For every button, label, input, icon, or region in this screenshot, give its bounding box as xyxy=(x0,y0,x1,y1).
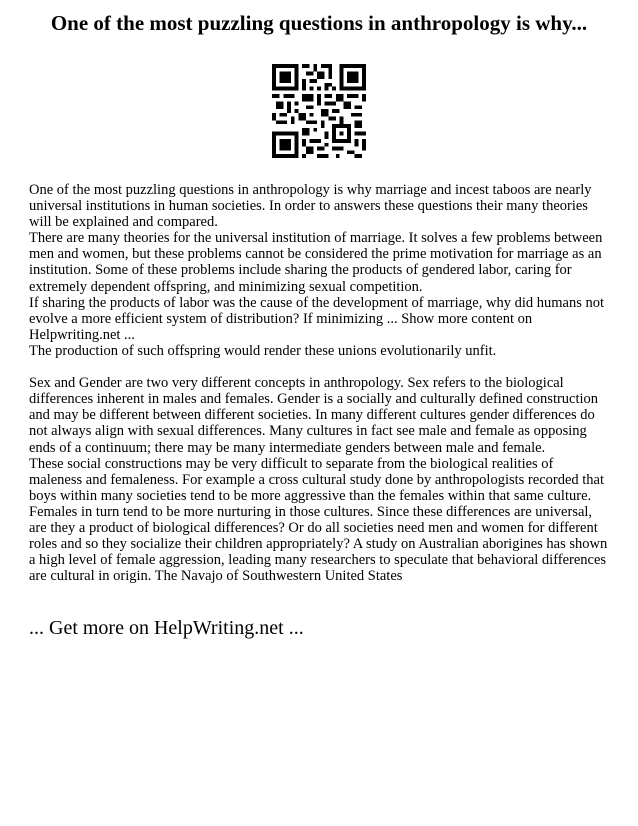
get-more-link[interactable]: ... Get more on HelpWriting.net ... xyxy=(29,617,304,639)
page-title: One of the most puzzling questions in anthropology is why... xyxy=(50,11,588,35)
paragraph: One of the most puzzling questions in anthropology is why marriage and incest taboos are nearly universal institutions in human societies. In order to answers these questions their many theories will be explained and compared. xyxy=(29,182,592,231)
paragraph: These social constructions may be very difficult to separate from the biological realities of maleness and femaleness. For example a cross cultural study done by anthropologists recorded that boys within many societies tend to be more aggressive than the females within that same culture. Females in turn tend to be more nurturing in those cultures. Since these differences are universal, are they a product of biological differences? Or do all societies need men and women for different roles and so they socialize their children appropriately? A study on Australian aborigines has shown a high level of female aggression, leading many researchers to speculate that behavioral differences are cultural in origin. The Navajo of Southwestern United States xyxy=(29,455,608,585)
paragraph: There are many theories for the universal institution of marriage. It solves a few problems between men and women, but these problems cannot be considered the prime motivation for marriage as an institution. Some of these problems include sharing the products of gendered labor, caring for extremely dependent offspring, and minimizing sexual competition. xyxy=(29,230,603,295)
paragraph: Sex and Gender are two very different concepts in anthropology. Sex refers to the biological differences inherent in males and females. Gender is a socially and culturally defined construction and may be different between different societies. In many different cultures gender differences do not always align with sexual differences. Many cultures in fact see male and female as opposing ends of a continuum; there may be many intermediate genders between male and female. xyxy=(29,375,599,456)
body-text xyxy=(29,182,609,584)
paragraph: The production of such offspring would render these unions evolutionarily unfit. xyxy=(29,342,497,359)
qr-code-icon xyxy=(272,64,366,158)
paragraph: If sharing the products of labor was the cause of the development of marriage, why did humans not evolve a more efficient system of distribution? If minimizing ... Show more content on Helpwriting.net ... xyxy=(29,294,605,343)
